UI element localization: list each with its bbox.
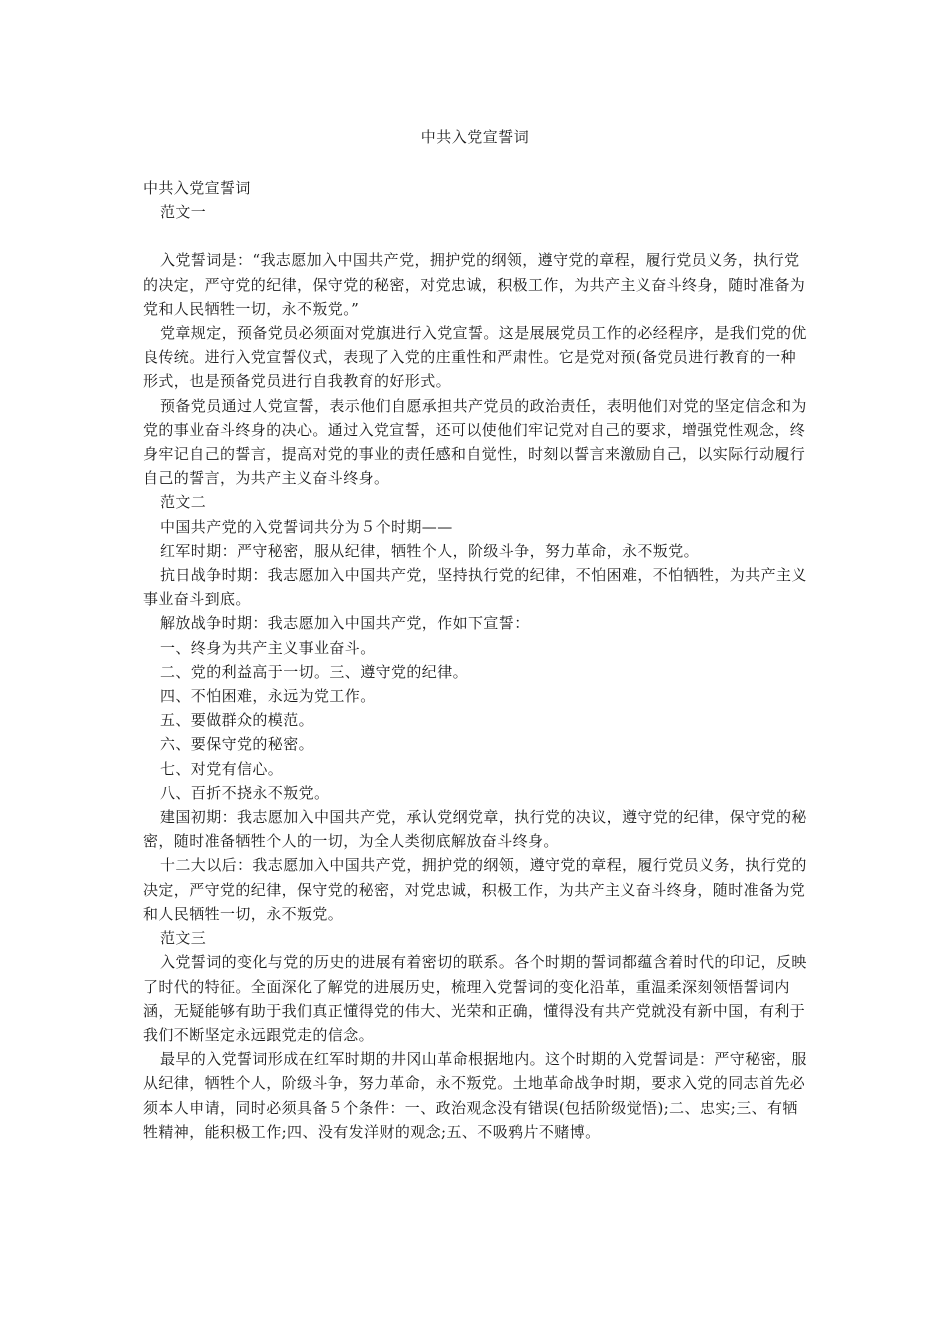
- paragraph: 红军时期：严守秘密，服从纪律，牺牲个人，阶级斗争，努力革命，永不叛党。: [160, 541, 700, 560]
- list-item: 二、党的利益高于一切。三、遵守党的纪律。: [160, 662, 469, 681]
- paragraph: 预备党员通过人党宣誓，表示他们自愿承担共产党员的政治责任，表明他们对党的坚定信念和为党的事业奋斗终身的决心。通过入党宣誓，还可以使他们牢记党对自己的要求，增强党性观念，终身牢记自己的誓言，提高对党的事业的责任感和自觉性，时刻以誓言来激励自己，以实际行动履行自己的誓言，为共产主义奋斗终身。: [143, 396, 807, 488]
- paragraph: 抗日战争时期：我志愿加入中国共产党，坚持执行党的纪律，不怕困难，不怕牺牲，为共产主义事业奋斗到底。: [143, 566, 807, 609]
- paragraph: 最早的入党誓词形成在红军时期的井冈山革命根据地内。这个时期的入党誓词是：严守秘密，服从纪律，牺牲个人，阶级斗争，努力革命，永不叛党。土地革命战争时期，要求入党的同志首先必须本人申请，同时必须具备５个条件：一、政治观念没有错误(包括阶级觉悟);二、忠实;三、有牺牲精神，能积极工作;四、没有发洋财的观念;五、不吸鸦片不赌博。: [143, 1050, 807, 1141]
- heading: 中共入党宣誓词: [143, 179, 251, 197]
- paragraph: 十二大以后：我志愿加入中国共产党，拥护党的纲领，遵守党的章程，履行党员义务，执行党的决定，严守党的纪律，保守党的秘密，对党忠诚，积极工作，为共产主义奋斗终身，随时准备为党和人民牺牲一切，永不叛党。: [143, 856, 807, 923]
- document-body: [143, 176, 811, 1144]
- paragraph: 入党誓词的变化与党的历史的进展有着密切的联系。各个时期的誓词都蕴含着时代的印记，反映了时代的特征。全面深化了解党的进展历史，梳理入党誓词的变化沿革，重温柔深刻领悟誓词内涵，无疑能够有助于我们真正懂得党的伟大、光荣和正确，懂得没有共产党就没有新中国，有利于我们不断坚定永远跟党走的信念。: [143, 953, 807, 1044]
- paragraph: 中国共产党的入党誓词共分为５个时期——: [160, 517, 453, 536]
- paragraph: 建国初期：我志愿加入中国共产党，承认党纲党章，执行党的决议，遵守党的纪律，保守党的秘密，随时准备牺牲个人的一切，为全人类彻底解放奋斗终身。: [143, 808, 807, 851]
- document-title: 中共入党宣誓词: [420, 128, 530, 146]
- list-item: 六、要保守党的秘密。: [160, 735, 315, 754]
- list-item: 八、百折不挠永不叛党。: [160, 783, 330, 802]
- paragraph: 入党誓词是：“我志愿加入中国共产党，拥护党的纲领，遵守党的章程，履行党员义务，执行党的决定，严守党的纪律，保守党的秘密，对党忠诚，积极工作，为共产主义奋斗终身，随时准备为党和人民牺牲一切，永不叛党。”: [143, 251, 806, 318]
- list-item: 四、不怕困难，永远为党工作。: [160, 687, 376, 706]
- paragraph: 党章规定，预备党员必须面对党旗进行入党宣誓。这是展展党员工作的必经程序，是我们党的优良传统。进行入党宣誓仪式，表现了入党的庄重性和严肃性。它是党对预(备党员进行教育的一种形式，也是预备党员进行自我教育的好形式。: [143, 324, 807, 391]
- sample-label-3: 范文三: [160, 929, 207, 948]
- spacer: [143, 224, 811, 248]
- sample-label-1: 范文一: [160, 203, 207, 222]
- sample-label-2: 范文二: [160, 493, 207, 512]
- list-item: 五、要做群众的模范。: [160, 711, 315, 730]
- list-item: 七、对党有信心。: [160, 759, 284, 778]
- list-item: 一、终身为共产主义事业奋斗。: [160, 638, 376, 657]
- paragraph: 解放战争时期：我志愿加入中国共产党，作如下宣誓：: [160, 614, 530, 633]
